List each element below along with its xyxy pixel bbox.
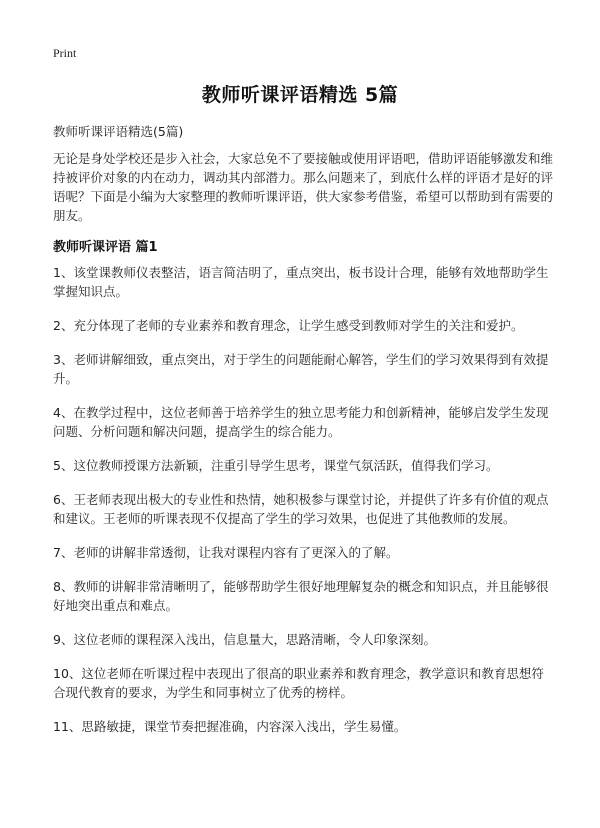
list-item: 6、王老师表现出极大的专业性和热情，她积极参与课堂讨论，并提供了许多有价值的观点和建议。王老师的听课表现不仅提高了学生的学习效果，也促进了其他教师的发展。 [53, 492, 549, 526]
list-item: 1、该堂课教师仪表整洁，语言简洁明了，重点突出，板书设计合理，能够有效地帮助学生掌握知识点。 [53, 265, 549, 299]
page-title: 教师听课评语精选 5篇 [201, 84, 399, 106]
list-item: 11、思路敏捷，课堂节奏把握准确，内容深入浅出，学生易懂。 [53, 719, 407, 734]
comment-list [53, 263, 553, 751]
section-heading: 教师听课评语 篇1 [53, 240, 158, 255]
list-item: 10、这位老师在听课过程中表现出了很高的职业素养和教育理念，教学意识和教育思想符合现代教育的要求，为学生和同事树立了优秀的榜样。 [53, 666, 544, 700]
list-item: 3、老师讲解细致，重点突出，对于学生的问题能耐心解答，学生们的学习效果得到有效提升。 [53, 352, 549, 386]
print-link[interactable]: Print [53, 46, 77, 60]
list-item: 9、这位老师的课程深入浅出，信息量大，思路清晰，令人印象深刻。 [53, 632, 436, 647]
list-item: 5、这位教师授课方法新颖，注重引导学生思考，课堂气氛活跃，值得我们学习。 [53, 458, 499, 473]
list-item: 7、老师的讲解非常透彻，让我对课程内容有了更深入的了解。 [53, 545, 399, 560]
document-subtitle: 教师听课评语精选(5篇) [53, 124, 184, 139]
list-item: 8、教师的讲解非常清晰明了，能够帮助学生很好地理解复杂的概念和知识点，并且能够很好地突出重点和难点。 [53, 579, 549, 613]
intro-paragraph: 无论是身处学校还是步入社会，大家总免不了要接触或使用评语吧，借助评语能够激发和维持被评价对象的内在动力，调动其内部潜力。那么问题来了，到底什么样的评语才是好的评语呢？下面是小编为大家整理的教师听课评语，供大家参考借鉴，希望可以帮助到有需要的朋友。 [53, 151, 554, 223]
list-item: 2、充分体现了老师的专业素养和教育理念，让学生感受到教师对学生的关注和爱护。 [53, 318, 524, 333]
list-item: 4、在教学过程中，这位老师善于培养学生的独立思考能力和创新精神，能够启发学生发现问题、分析问题和解决问题，提高学生的综合能力。 [53, 405, 549, 439]
